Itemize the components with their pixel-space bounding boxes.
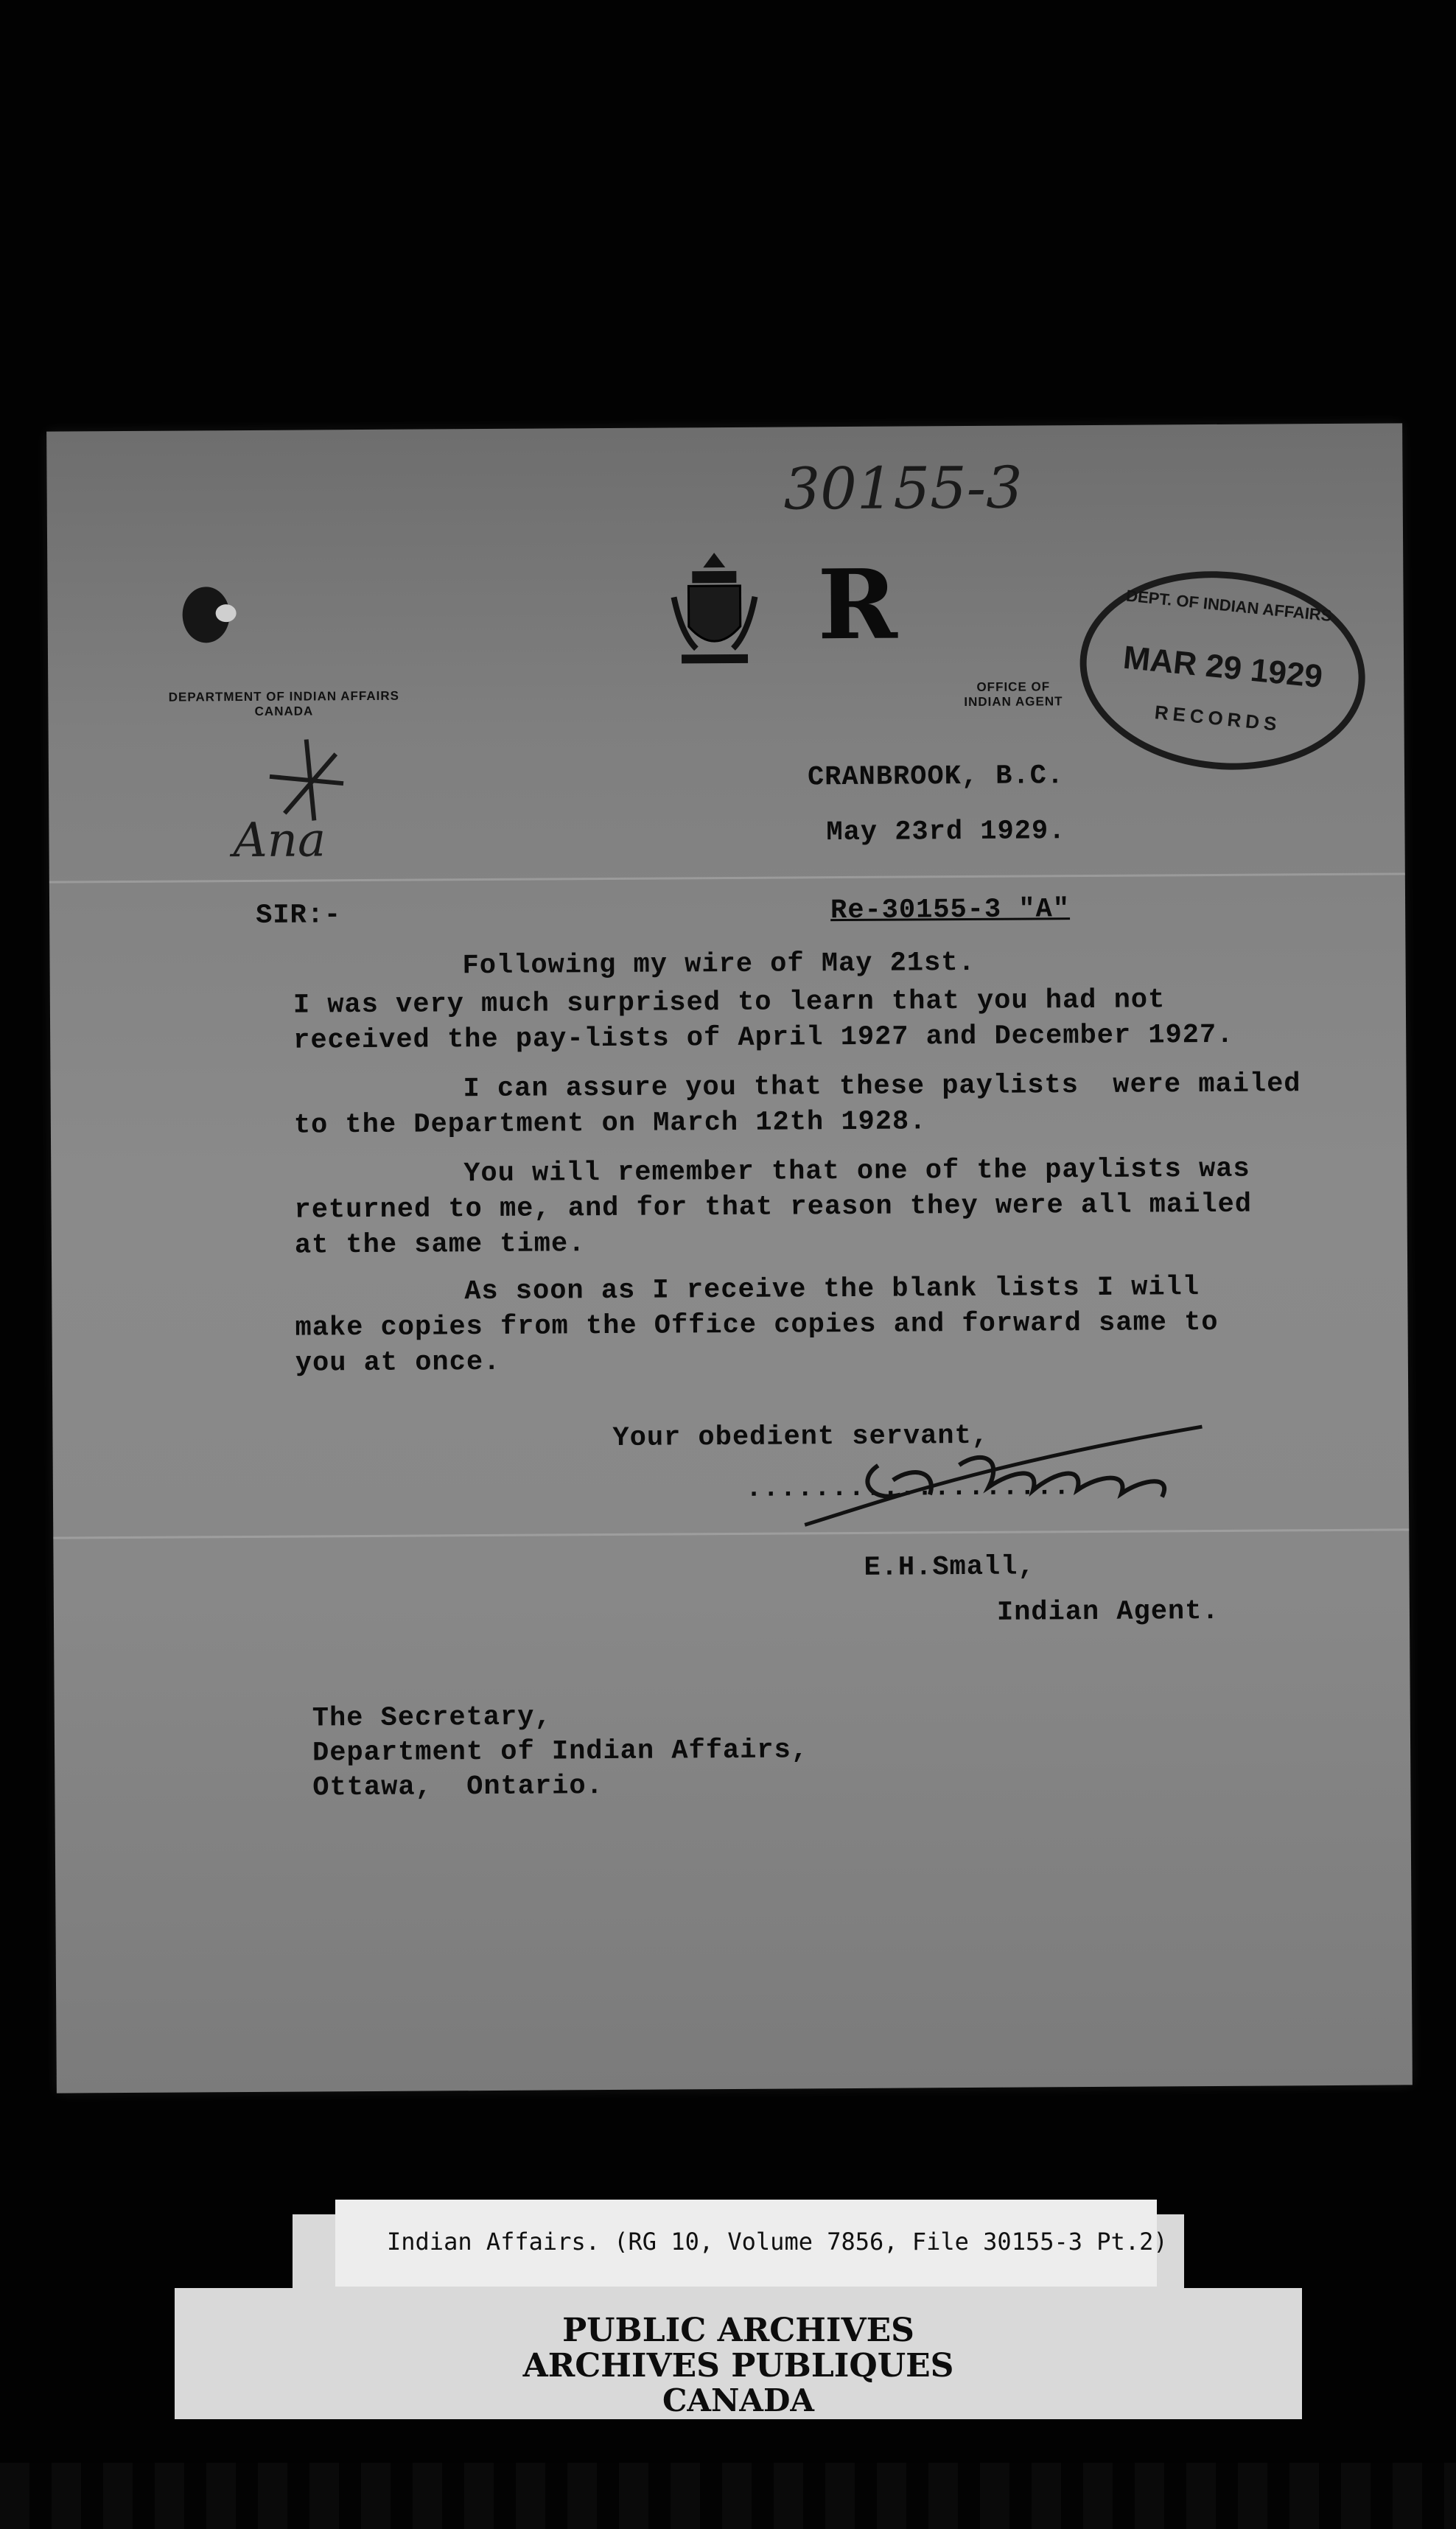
reference-slip: [335, 2200, 1168, 2287]
registry-mark: R: [817, 548, 899, 662]
body-line: I was very much surprised to learn that you had not: [293, 984, 1166, 1021]
office-line: OFFICE OF: [976, 679, 1051, 694]
card-notch: [175, 2214, 293, 2288]
stamp-date: MAR 29 1929: [1121, 639, 1325, 696]
stamp-department: DEPT. OF INDIAN AFFAIRS: [1125, 586, 1333, 626]
body-line: to the Department on March 12th 1928.: [293, 1106, 927, 1141]
address-line: The Secretary,: [312, 1701, 552, 1735]
body-line: As soon as I receive the blank lists I will: [464, 1272, 1200, 1308]
handwritten-initials: Ana: [233, 813, 326, 869]
letter-page: [46, 423, 1413, 2093]
body-line: you at once.: [295, 1346, 501, 1379]
reference-line: Re-30155-3 "A": [830, 894, 1071, 927]
country-line: CANADA: [254, 704, 314, 718]
department-caption: [129, 688, 438, 720]
body-line: make copies from the Office copies and forward same to: [295, 1307, 1219, 1344]
seal-icon: [165, 578, 254, 660]
signer-title: Indian Agent.: [996, 1595, 1219, 1629]
received-stamp: [1071, 558, 1375, 783]
signer-name: E.H.Small,: [864, 1551, 1035, 1584]
salutation: SIR:-: [256, 900, 342, 931]
date-line: May 23rd 1929.: [826, 816, 1066, 849]
body-line: Following my wire of May 21st.: [462, 947, 976, 982]
body-line: at the same time.: [294, 1228, 586, 1262]
film-edge: [0, 2463, 1456, 2529]
card-notch: [1184, 2214, 1302, 2288]
archives-line-en: PUBLIC ARCHIVES: [562, 2312, 914, 2349]
coat-of-arms-icon: [666, 545, 763, 671]
body-line: You will remember that one of the paylists was: [463, 1153, 1250, 1190]
handwritten-signature: [789, 1419, 1232, 1540]
archives-line-fr: ARCHIVES PUBLIQUES: [522, 2347, 954, 2385]
address-line: Ottawa, Ontario.: [312, 1771, 603, 1804]
body-line: returned to me, and for that reason they were all mailed: [294, 1189, 1253, 1226]
signature-dotted-line: ...................: [745, 1472, 1071, 1505]
department-line: DEPARTMENT OF INDIAN AFFAIRS: [168, 688, 399, 704]
closing-line: Your obedient servant,: [612, 1420, 990, 1454]
body-line: I can assure you that these paylists were mailed: [463, 1068, 1301, 1105]
stamp-records: RECORDS: [1153, 701, 1282, 735]
page-fold-line: [49, 872, 1405, 883]
place-line: CRANBROOK, B.C.: [807, 760, 1065, 794]
handwritten-file-number: 30155-3: [783, 455, 1023, 523]
office-caption: [939, 679, 1087, 710]
body-line: received the pay-lists of April 1927 and December 1927.: [293, 1019, 1234, 1057]
address-line: Department of Indian Affairs,: [312, 1735, 809, 1769]
agent-line: INDIAN AGENT: [964, 694, 1063, 710]
archives-line-country: CANADA: [662, 2382, 814, 2418]
archive-reference: Indian Affairs. (RG 10, Volume 7856, File 30155-3 Pt.2): [387, 2228, 1168, 2256]
